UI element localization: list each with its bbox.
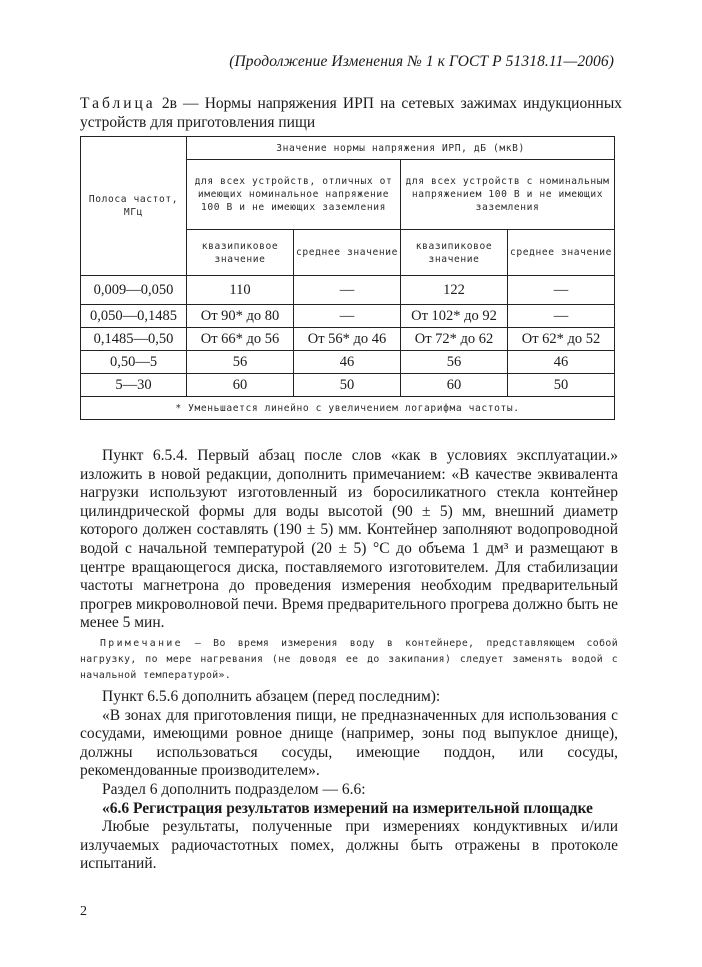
cell-value: 122 — [401, 276, 508, 305]
cell-value: 50 — [294, 374, 401, 397]
cell-value: От 90* до 80 — [187, 305, 294, 328]
cell-value: — — [508, 276, 615, 305]
header-quasi-peak: квазипиковое значение — [187, 230, 294, 276]
cell-value: 46 — [294, 351, 401, 374]
table-row — [81, 276, 615, 305]
cell-value: — — [508, 305, 615, 328]
body-block-2 — [80, 688, 618, 874]
cell-value: 46 — [508, 351, 615, 374]
table-caption-label: Таблица — [80, 95, 156, 112]
paragraph-6-5-6: Пункт 6.5.6 дополнить абзацем (перед последним): — [102, 688, 441, 705]
header-frequency-band: Полоса частот, МГц — [81, 137, 187, 276]
norms-table — [80, 136, 615, 420]
cell-value: 60 — [187, 374, 294, 397]
table-row — [81, 351, 615, 374]
page-number: 2 — [80, 904, 87, 919]
cell-band: 5—30 — [81, 374, 187, 397]
table-row — [81, 328, 615, 351]
paragraph-6-5-4: Пункт 6.5.4. Первый абзац после слов «как в условиях эксплуатации.» изложить в новой редакции, дополнить примечанием: «В качестве эквивалента нагрузки используют изготовленный из боросиликатного стекла контейнер цилиндрической формы для воды высотой (90 ± 5) мм, внешний диаметр которого должен составлять (190 ± 5) мм. Контейнер заполняют водопроводной водой с начальной температурой (20 ± 5) °С до объема 1 дм³ и размещают в центре вращающегося диска, поставляемого изготовителем. Для стабилизации частоты магнетрона до проведения измерения необходим предварительный прогрев микроволновой печи. Время предварительного прогрева должно быть не менее 5 мин. — [80, 447, 618, 632]
note-label: Примечание — [100, 638, 183, 649]
cell-value: От 62* до 52 — [508, 328, 615, 351]
cell-value: От 72* до 62 — [401, 328, 508, 351]
note-block — [80, 636, 618, 684]
cell-value: От 102* до 92 — [401, 305, 508, 328]
heading-6-6: «6.6 Регистрация результатов измерений на измерительной площадке — [102, 799, 593, 817]
paragraph-section-6: Раздел 6 дополнить подразделом — 6.6: — [102, 780, 366, 798]
table-caption-text: 2в — Нормы напряжения ИРП на сетевых зажимах индукционных устройств для приготовления пищи — [80, 95, 622, 131]
cell-value: 50 — [508, 374, 615, 397]
table-footnote: * Уменьшается линейно с увеличением логарифма частоты. — [81, 397, 615, 420]
cell-band: 0,50—5 — [81, 351, 187, 374]
table-row — [81, 374, 615, 397]
paragraph-quote-cookware: «В зонах для приготовления пищи, не предназначенных для использования с сосудами, имеющими ровное днище (например, зоны под выпуклое днище), должны использоваться сосуды, имеющие поддон, или сосуды, рекомендованные производителем». — [80, 706, 618, 780]
cell-value: 56 — [187, 351, 294, 374]
table-row — [81, 305, 615, 328]
cell-value: 60 — [401, 374, 508, 397]
cell-value: 110 — [187, 276, 294, 305]
cell-band: 0,050—0,1485 — [81, 305, 187, 328]
cell-value: — — [294, 276, 401, 305]
header-average: среднее значение — [508, 230, 615, 276]
cell-value: — — [294, 305, 401, 328]
header-average: среднее значение — [294, 230, 401, 276]
header-limit-value: Значение нормы напряжения ИРП, дБ (мкВ) — [187, 137, 615, 160]
running-header: (Продолжение Изменения № 1 к ГОСТ Р 51318.11—2006) — [229, 53, 614, 70]
table-caption — [80, 94, 622, 132]
cell-value: 56 — [401, 351, 508, 374]
paragraph-6-6: Любые результаты, полученные при измерениях кондуктивных и/или излучаемых радиочастотных помех, должны быть отражены в протоколе испытаний. — [80, 818, 618, 873]
cell-value: От 66* до 56 — [187, 328, 294, 351]
cell-band: 0,009—0,050 — [81, 276, 187, 305]
header-group-100v: для всех устройств с номинальным напряжением 100 В и не имеющих заземления — [401, 160, 615, 230]
body-block-1 — [80, 447, 618, 633]
note-text: – Во время измерения воду в контейнере, представляющем собой нагрузку, по мере нагревания (не доводя ее до закипания) следует заменять водой с начальной температурой». — [80, 638, 618, 681]
header-quasi-peak: квазипиковое значение — [401, 230, 508, 276]
cell-band: 0,1485—0,50 — [81, 328, 187, 351]
header-group-other: для всех устройств, отличных от имеющих номинальное напряжение 100 В и не имеющих заземления — [187, 160, 401, 230]
cell-value: От 56* до 46 — [294, 328, 401, 351]
